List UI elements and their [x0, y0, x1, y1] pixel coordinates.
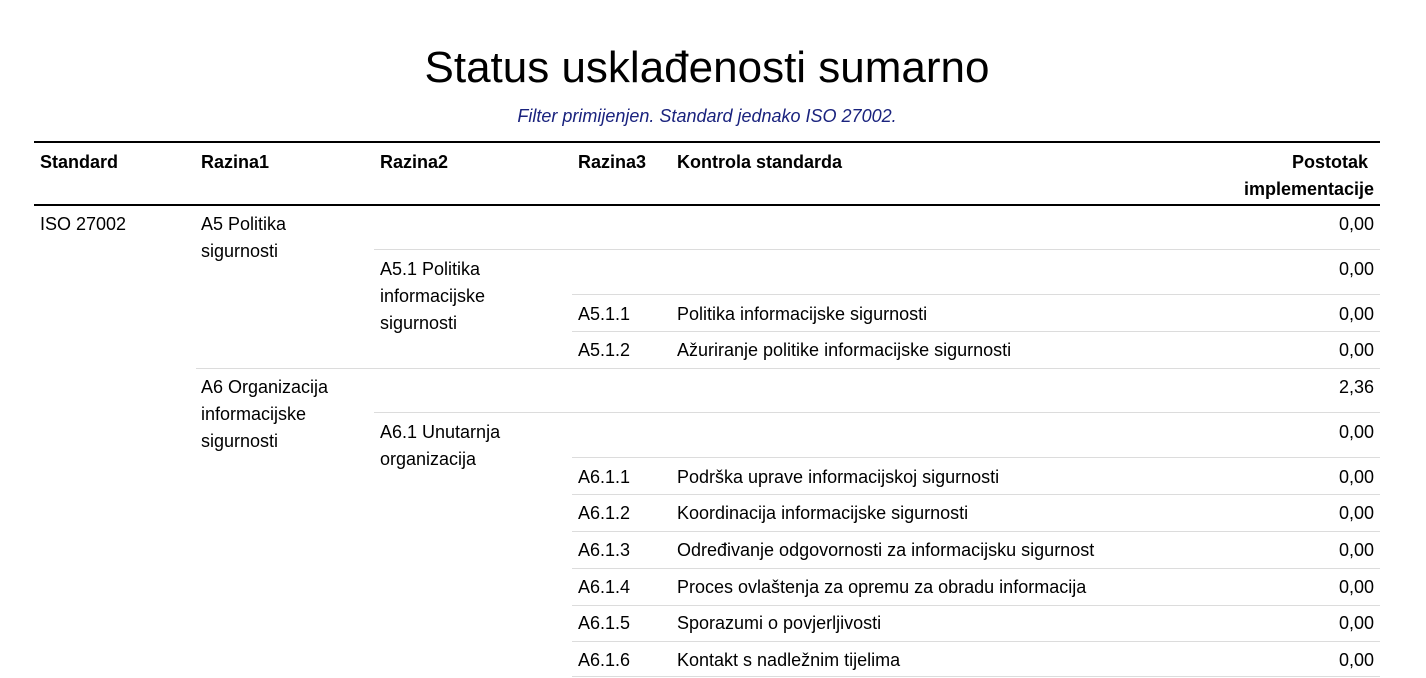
row-divider [572, 294, 1380, 295]
row-divider [572, 605, 1380, 606]
razina2-line: informacijske [380, 286, 486, 306]
razina1-line: sigurnosti [201, 431, 279, 451]
control-code: A6.1.3 [578, 540, 631, 560]
row-divider [572, 568, 1380, 569]
razina1-cell [201, 374, 328, 455]
control-code: A6.1.4 [578, 577, 631, 597]
razina2-percent: 0,00 [1338, 259, 1374, 279]
row-divider [196, 368, 1380, 369]
control-code: A5.1.2 [578, 340, 631, 360]
control-code: A6.1.5 [578, 613, 631, 633]
row-divider [374, 412, 1380, 413]
row-divider [572, 457, 1380, 458]
razina1-percent: 0,00 [1338, 214, 1374, 234]
control-name: Kontakt s nadležnim tijelima [677, 650, 901, 670]
row-divider [572, 641, 1380, 642]
header-bottom-rule [34, 204, 1380, 206]
control-name: Određivanje odgovornosti za informacijsku sigurnost [677, 540, 1095, 560]
razina1-percent: 2,36 [1338, 377, 1374, 397]
control-name: Sporazumi o povjerljivosti [677, 613, 882, 633]
razina2-cell [380, 256, 485, 337]
col-header-kontrola: Kontrola standarda [677, 152, 843, 172]
control-percent: 0,00 [1338, 467, 1374, 487]
compliance-table [34, 141, 1380, 678]
control-percent: 0,00 [1338, 340, 1374, 360]
razina2-cell [380, 419, 500, 473]
row-divider [572, 494, 1380, 495]
control-code: A5.1.1 [578, 304, 631, 324]
filter-note: Filter primijenjen. Standard jednako ISO 27002. [517, 106, 897, 126]
col-header-razina3: Razina3 [578, 152, 647, 172]
col-header-standard: Standard [40, 152, 119, 172]
control-percent: 0,00 [1338, 613, 1374, 633]
control-name: Ažuriranje politike informacijske sigurnosti [677, 340, 1012, 360]
control-percent: 0,00 [1338, 650, 1374, 670]
razina2-line: A6.1 Unutarnja [380, 422, 501, 442]
razina1-line: sigurnosti [201, 241, 279, 261]
col-header-razina2: Razina2 [380, 152, 449, 172]
control-code: A6.1.2 [578, 503, 631, 523]
report-title: Status usklađenosti sumarno [424, 43, 990, 92]
row-divider [572, 531, 1380, 532]
control-percent: 0,00 [1338, 577, 1374, 597]
col-header-postotak-line2: implementacije [1243, 179, 1374, 199]
razina2-line: sigurnosti [380, 313, 458, 333]
control-name: Podrška uprave informacijskoj sigurnosti [677, 467, 1000, 487]
razina1-line: A6 Organizacija [201, 377, 329, 397]
control-percent: 0,00 [1338, 304, 1374, 324]
header-top-rule [34, 141, 1380, 143]
row-divider [572, 676, 1380, 677]
col-header-postotak-line1: Postotak [1291, 152, 1368, 172]
control-percent: 0,00 [1338, 540, 1374, 560]
control-code: A6.1.6 [578, 650, 631, 670]
row-divider [374, 249, 1380, 250]
control-name: Politika informacijske sigurnosti [677, 304, 928, 324]
control-code: A6.1.1 [578, 467, 631, 487]
control-percent: 0,00 [1338, 503, 1374, 523]
control-name: Proces ovlaštenja za opremu za obradu informacija [677, 577, 1087, 597]
razina2-line: organizacija [380, 449, 477, 469]
standard-cell: ISO 27002 [40, 214, 127, 234]
razina2-line: A5.1 Politika [380, 259, 481, 279]
razina2-percent: 0,00 [1338, 422, 1374, 442]
razina1-line: A5 Politika [201, 214, 287, 234]
row-divider [572, 331, 1380, 332]
control-name: Koordinacija informacijske sigurnosti [677, 503, 969, 523]
col-header-postotak [1244, 149, 1374, 203]
col-header-razina1: Razina1 [201, 152, 270, 172]
razina1-cell [201, 211, 286, 265]
razina1-line: informacijske [201, 404, 307, 424]
